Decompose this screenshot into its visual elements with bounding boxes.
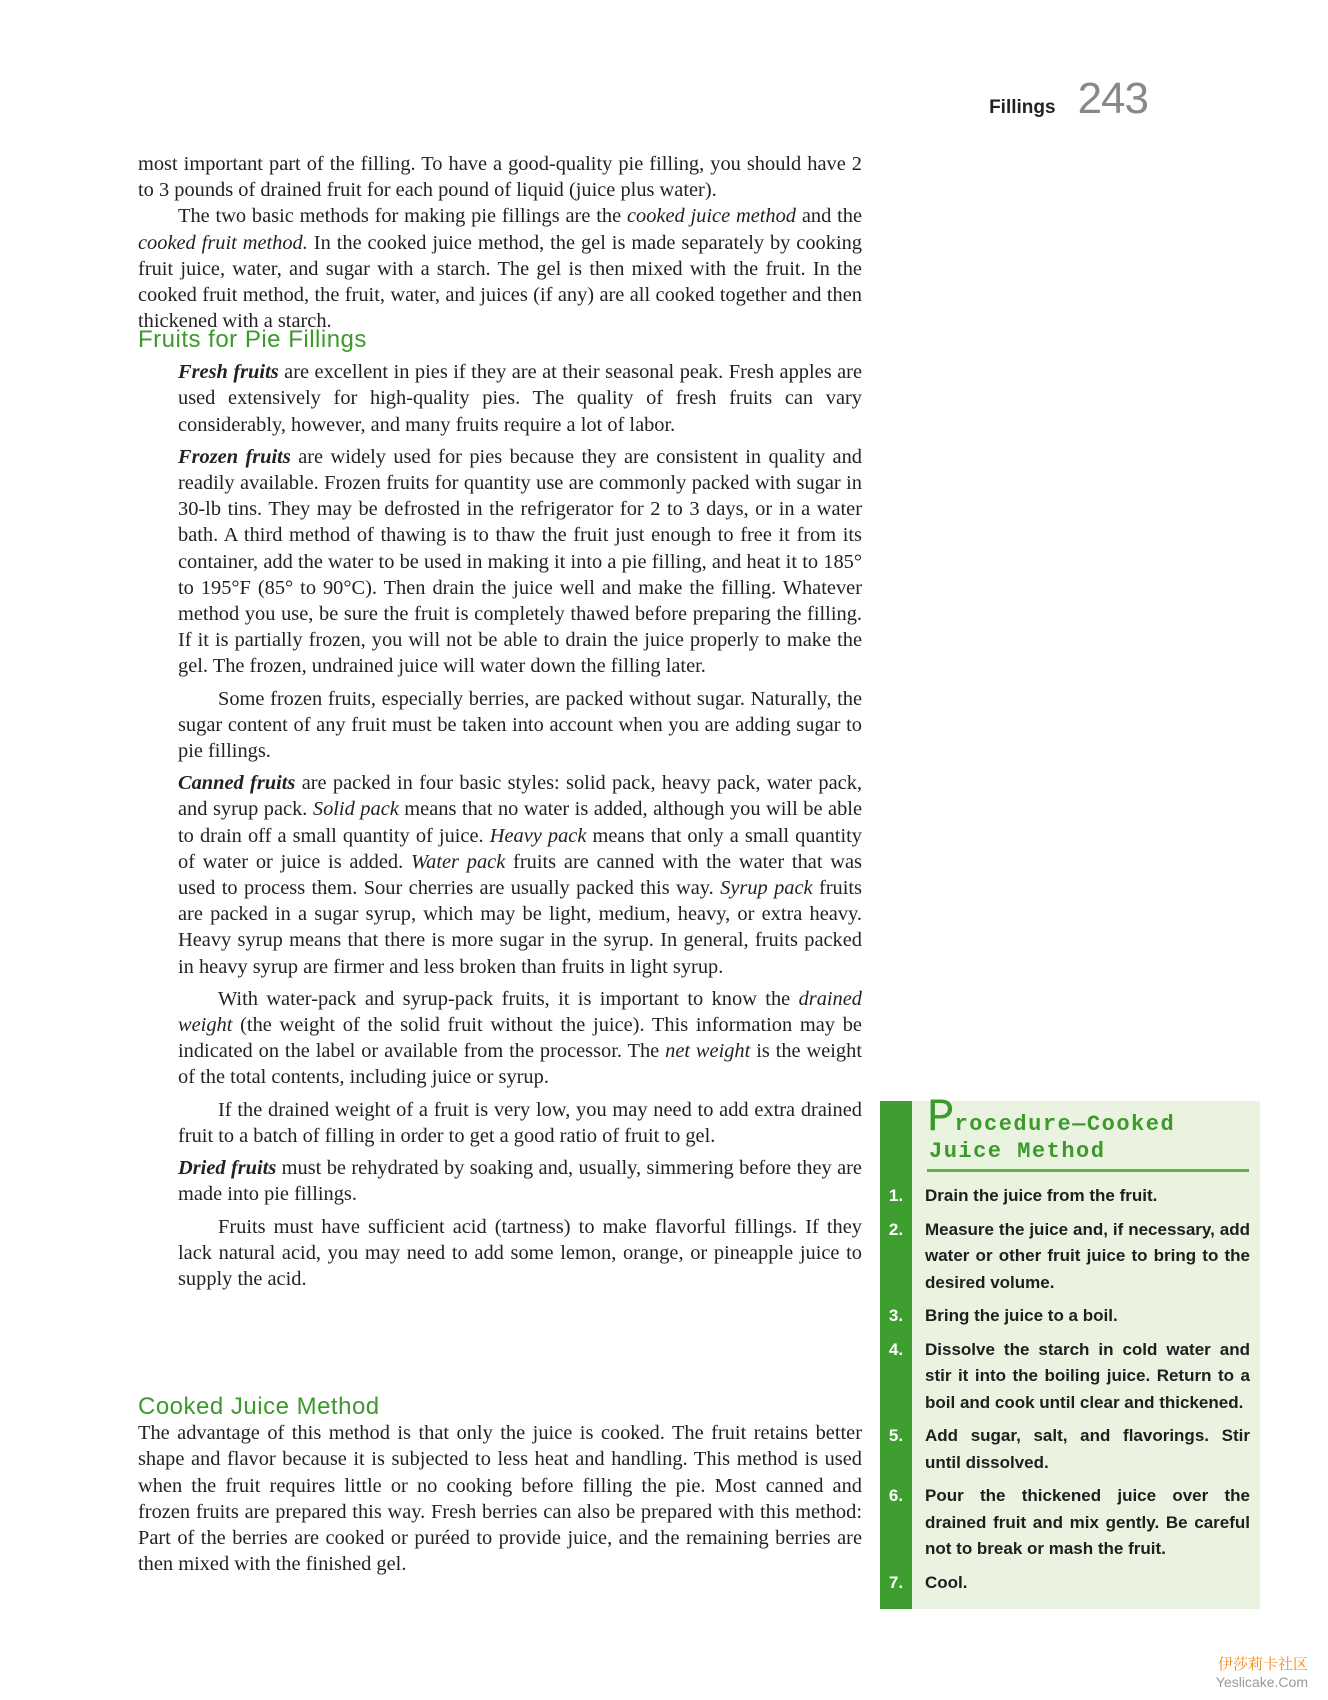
fresh-fruits-paragraph: Fresh fruits are excellent in pies if they are at their seasonal peak. Fresh apples are used extensively for high-quality pies. The quality of fresh fruits can vary considerably, however, and many fruits require a lot of labor. [178, 361, 862, 436]
intro-block [138, 151, 862, 334]
term-net-weight: net weight [665, 1040, 751, 1063]
watermark-site: Yeslicake.Com [1215, 1674, 1308, 1690]
step-number: 4. [888, 1339, 904, 1359]
canned-fruits-paragraph: Canned fruits are packed in four basic styles: solid pack, heavy pack, water pack, and syrup pack. Solid pack means that no water is added, although you will be able to drain off a small quantity of juice. Heavy pack means that only a small quantity of water or juice is added. Water pack fruits are canned with the water that was used to process them. Sour cherries are usually packed this way. Syrup pack fruits are packed in a sugar syrup, which may be light, medium, heavy, or extra heavy. Heavy syrup means that there is more sugar in the syrup. In general, fruits packed in heavy syrup are firmer and less broken than fruits in light syrup. [178, 772, 863, 978]
frozen-fruits-paragraph: Frozen fruits are widely used for pies because they are consistent in quality and readily available. Frozen fruits for quantity use are commonly packed with sugar in 30-lb tins. They may be defrosted in the refrigerator for 2 to 3 days, or in a water bath. A third method of thawing is to thaw the fruit just enough to free it from its container, add the water to be used in making it into a pie filling, and heat it to 185° to 195°F (85° to 90°C). Then drain the juice well and make the filling. Whatever method you use, be sure the fruit is completely thawed before preparing the filling. If it is partially frozen, you will not be able to drain the juice properly to make the gel. The frozen, undrained juice will water down the filling later. [178, 445, 862, 678]
term-canned-fruits: Canned fruits [178, 772, 296, 795]
step-number: 6. [888, 1486, 904, 1505]
procedure-step [880, 1570, 1260, 1597]
term-dried-fruits: Dried fruits [178, 1157, 277, 1180]
step-text: Cool. [925, 1572, 968, 1592]
step-text: Bring the juice to a boil. [925, 1306, 1118, 1325]
term-solid-pack: Solid pack [312, 798, 399, 821]
procedure-box [880, 1092, 1260, 1609]
procedure-step [880, 1337, 1260, 1417]
intro-paragraph-2: The two basic methods for making pie fillings are the cooked juice method and the cooked fruit method. In the cooked juice method, the gel is made separately by cooking fruit juice, water, and sugar with a starch. The gel is then mixed with the fruit. In the cooked fruit method, the fruit, water, and juices (if any) are all cooked together and then thickened with a starch. [138, 205, 862, 333]
drained-weight-paragraph: With water-pack and syrup-pack fruits, it is important to know the drained weight (the weight of the solid fruit without the juice). This information may be indicated on the label or available from the processor. The net weight is the weight of the total contents, including juice or syrup. [178, 987, 862, 1089]
page-number: 243 [1077, 74, 1148, 123]
term-syrup-pack: Syrup pack [720, 877, 813, 900]
procedure-step [880, 1217, 1260, 1297]
section-heading-cooked-juice: Cooked Juice Method [138, 1393, 380, 1420]
procedure-steps [880, 1183, 1260, 1603]
step-text: Dissolve the starch in cold water and stir it into the boiling juice. Return to a boil and cook until clear and thickened. [925, 1339, 1250, 1412]
term-water-pack: Water pack [411, 850, 506, 873]
step-number: 7. [888, 1572, 904, 1592]
dried-fruits-paragraph: Dried fruits must be rehydrated by soaking and, usually, simmering before they are made into pie fillings. [178, 1157, 862, 1206]
procedure-title-line2: Juice Method [929, 1139, 1106, 1164]
step-number: 3. [888, 1306, 904, 1325]
term-drained-weight: drained weight [178, 987, 862, 1037]
frozen-sugar-paragraph: Some frozen fruits, especially berries, are packed without sugar. Naturally, the sugar content of any fruit must be taken into account when you are adding sugar to pie fillings. [178, 687, 862, 763]
page-header [989, 74, 1148, 124]
step-text: Add sugar, salt, and flavorings. Stir until dissolved. [925, 1426, 1250, 1472]
step-number: 2. [888, 1219, 904, 1239]
step-number: 1. [888, 1186, 904, 1205]
cooked-juice-paragraph: The advantage of this method is that only the juice is cooked. The fruit retains better shape and flavor because it is subjected to less heat and handling. This method is used when the fruit requires little or no cooking before filling the pie. Most canned and frozen fruits are prepared this way. Fresh berries can also be prepared with this method: Part of the berries are cooked or puréed to provide juice, and the remaining berries are then mixed with the finished gel. [138, 1422, 862, 1576]
term-cooked-fruit-method: cooked fruit method. [138, 231, 308, 254]
step-text: Drain the juice from the fruit. [925, 1186, 1158, 1205]
running-head: Fillings [989, 97, 1056, 118]
acid-paragraph: Fruits must have sufficient acid (tartness) to make flavorful fillings. If they lack natural acid, you may need to add some lemon, orange, or pineapple juice to supply the acid. [178, 1215, 862, 1290]
watermark-chinese: 伊莎莉卡社区 [1217, 1655, 1308, 1673]
procedure-step [880, 1303, 1260, 1330]
procedure-step [880, 1423, 1260, 1476]
step-text: Measure the juice and, if necessary, add water or other fruit juice to bring to the desired volume. [925, 1219, 1250, 1292]
step-text: Pour the thickened juice over the drained fruit and mix gently. Be careful not to break or mash the fruit. [925, 1486, 1250, 1558]
fruits-section [138, 327, 862, 1292]
procedure-step [880, 1183, 1260, 1210]
procedure-step [880, 1483, 1260, 1563]
term-heavy-pack: Heavy pack [489, 824, 587, 847]
step-number: 5. [888, 1426, 904, 1445]
low-weight-paragraph: If the drained weight of a fruit is very low, you may need to add extra drained fruit to a batch of filling in order to get a good ratio of fruit to gel. [178, 1098, 862, 1147]
procedure-title-line1: rocedure—Cooked [954, 1112, 1176, 1137]
procedure-title-initial: P [927, 1092, 955, 1144]
term-cooked-juice-method: cooked juice method [626, 205, 796, 228]
term-frozen-fruits: Frozen fruits [178, 445, 291, 468]
cooked-juice-section [138, 1394, 862, 1577]
term-fresh-fruits: Fresh fruits [178, 361, 279, 384]
intro-paragraph-1: most important part of the filling. To have a good-quality pie filling, you should have 2 to 3 pounds of drained fruit for each pound of liquid (juice plus water). [138, 153, 862, 202]
procedure-title [927, 1092, 1249, 1172]
section-heading-fruits: Fruits for Pie Fillings [138, 326, 367, 353]
